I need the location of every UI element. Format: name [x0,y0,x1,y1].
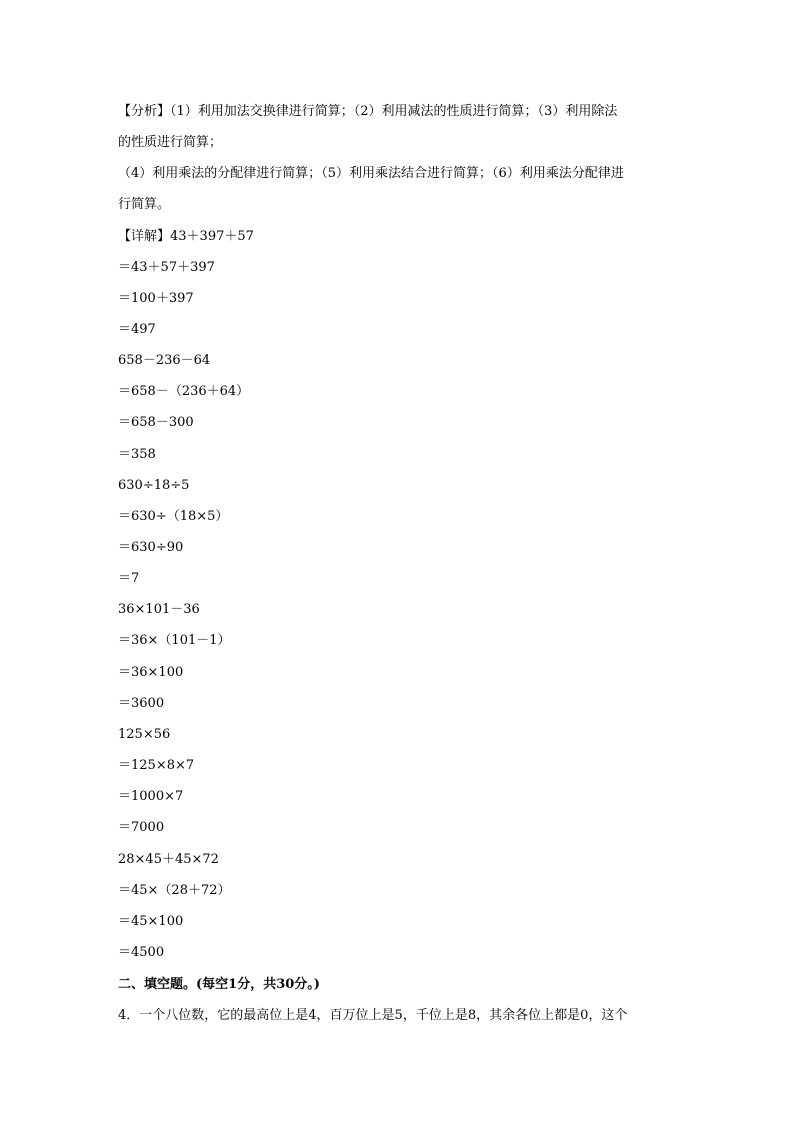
detail-line: ＝45×（28＋72） [118,883,231,898]
section-heading: 二、填空题。(每空1分，共30分。) [118,977,320,992]
detail-line: ＝7000 [118,820,165,835]
detail-line: ＝3600 [118,696,165,711]
analysis-line-1: 【分析】（1）利用加法交换律进行简算；（2）利用减法的性质进行简算；（3）利用除法 [118,104,618,119]
detail-line: 630÷18÷5 [118,478,190,493]
analysis-line-2: 的性质进行简算； [118,135,223,150]
detail-line: 【详解】43＋397＋57 [118,229,254,244]
question-4-text: 4．一个八位数，它的最高位上是4，百万位上是5，千位上是8，其余各位上都是0，这个 [118,1008,628,1023]
detail-line: ＝43＋57＋397 [118,260,215,275]
detail-line: ＝45×100 [118,914,184,929]
detail-line: ＝7 [118,571,140,586]
detail-line: ＝630÷（18×5） [118,509,229,524]
detail-line: 28×45＋45×72 [118,852,219,867]
detail-line: ＝658－（236＋64） [118,384,250,399]
detail-line: ＝125×8×7 [118,758,195,773]
analysis-line-4: 行简算。 [118,197,171,212]
detail-line: ＝497 [118,322,156,337]
detail-line: 36×101－36 [118,602,200,617]
detail-line: ＝36×（101－1） [118,633,231,648]
analysis-line-3: （4）利用乘法的分配律进行简算；（5）利用乘法结合进行简算；（6）利用乘法分配律进 [118,166,624,181]
detail-line: ＝358 [118,447,156,462]
detail-line: ＝4500 [118,945,165,960]
detail-line: 125×56 [118,727,171,742]
detail-line: ＝100＋397 [118,291,194,306]
detail-line: ＝36×100 [118,665,184,680]
detail-line: ＝658－300 [118,415,194,430]
detail-line: ＝1000×7 [118,789,184,804]
detail-line: ＝630÷90 [118,540,184,555]
detail-line: 658－236－64 [118,353,211,368]
